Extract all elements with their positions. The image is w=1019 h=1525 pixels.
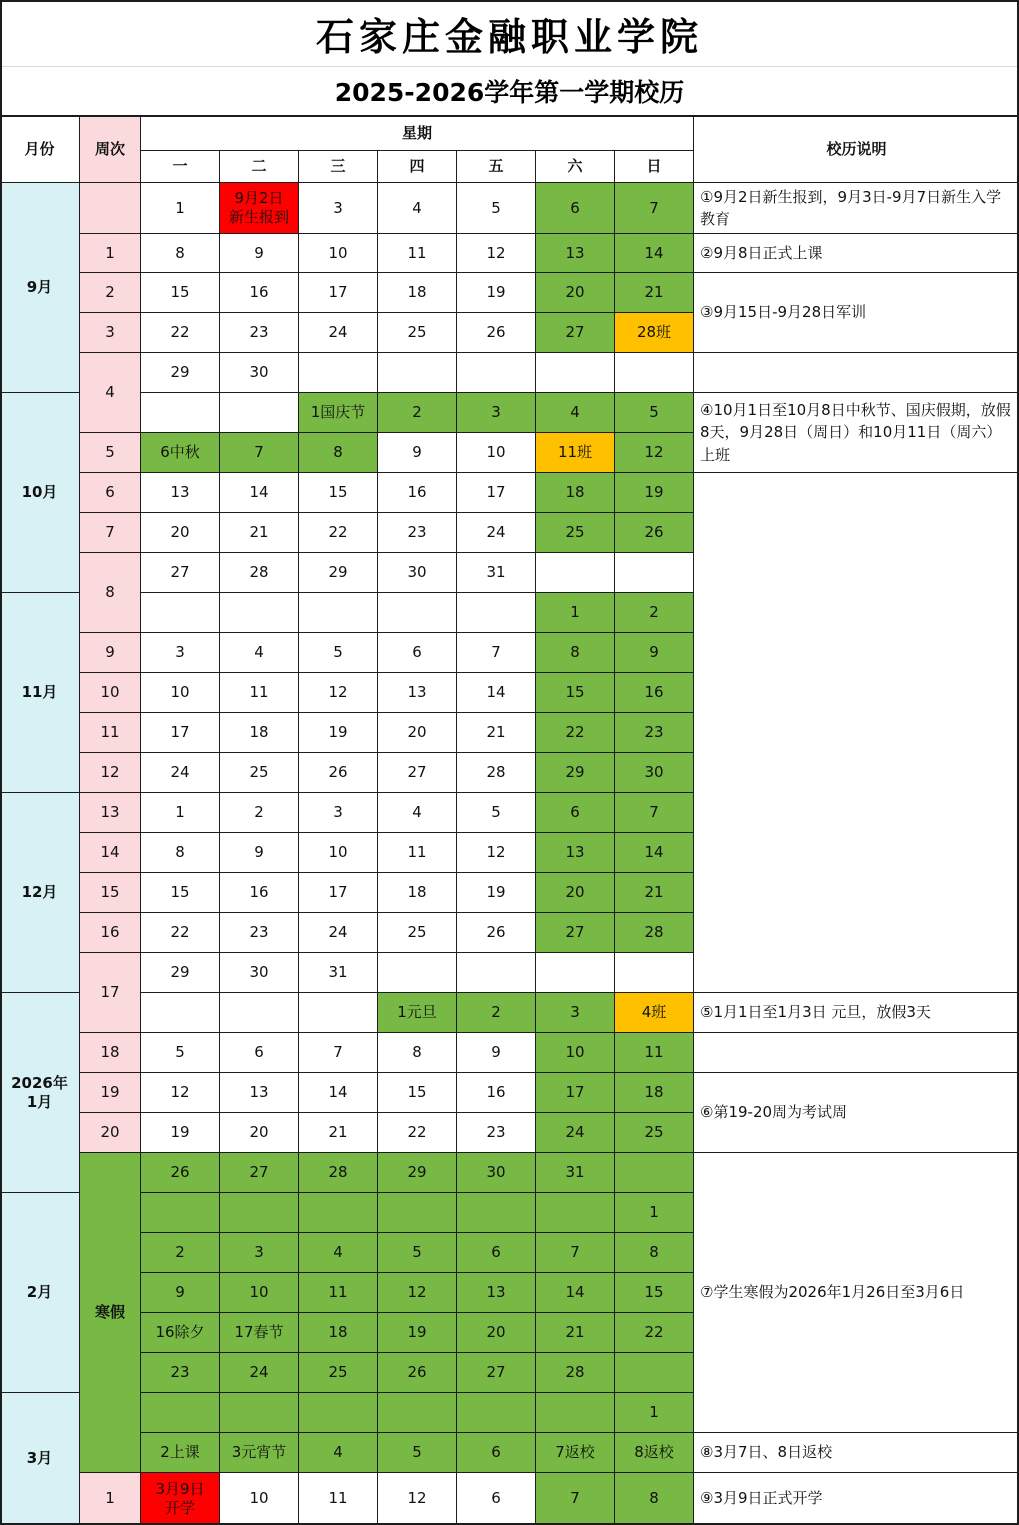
day-cell: 28 [220,553,299,593]
day-cell: 17 [141,713,220,753]
day-cell: 12 [299,673,378,713]
day-cell [457,953,536,993]
day-cell: 9 [378,433,457,473]
calendar-note [694,1433,1019,1473]
day-cell: 17 [457,473,536,513]
day-cell: 30 [220,953,299,993]
day-cell [457,1393,536,1433]
day-cell: 5 [615,393,694,433]
day-cell: 28 [536,1353,615,1393]
week-number-cell: 8 [80,553,141,633]
day-cell: 19 [457,873,536,913]
week-number-cell: 15 [80,873,141,913]
day-cell: 1 [141,793,220,833]
day-cell: 12 [378,1273,457,1313]
day-cell: 21 [457,713,536,753]
day-cell: 27 [536,313,615,353]
calendar-note-text: ②9月8日正式上课 [700,243,823,262]
day-cell: 8 [299,433,378,473]
day-cell: 13 [457,1273,536,1313]
day-cell: 29 [299,553,378,593]
day-cell: 31 [457,553,536,593]
day-cell: 6 [536,793,615,833]
day-cell [536,353,615,393]
day-cell [457,593,536,633]
day-cell: 22 [299,513,378,553]
day-cell: 20 [141,513,220,553]
weekday-header-cell: 一 [141,151,220,183]
day-cell: 20 [457,1313,536,1353]
day-cell: 3 [536,993,615,1033]
day-cell [536,953,615,993]
day-cell: 15 [141,273,220,313]
day-cell: 10 [299,833,378,873]
day-cell: 11 [378,234,457,273]
day-cell: 4 [220,633,299,673]
day-cell: 16 [220,873,299,913]
week-number-cell: 14 [80,833,141,873]
week-header: 周次 [80,117,141,183]
day-cell: 16 [220,273,299,313]
day-cell: 4 [378,793,457,833]
calendar-note [694,353,1019,393]
day-cell: 15 [299,473,378,513]
day-cell: 27 [536,913,615,953]
day-cell [220,993,299,1033]
day-cell: 4班 [615,993,694,1033]
day-cell: 9月2日 新生报到 [220,183,299,234]
day-cell: 1 [615,1393,694,1433]
day-cell: 29 [378,1153,457,1193]
day-cell: 24 [299,313,378,353]
calendar-note [694,1473,1019,1525]
day-cell: 25 [299,1353,378,1393]
calendar-note-text: ⑥第19-20周为考试周 [700,1103,848,1122]
day-cell: 20 [378,713,457,753]
week-number-cell: 13 [80,793,141,833]
day-cell: 10 [299,234,378,273]
day-cell: 1国庆节 [299,393,378,433]
month-cell: 12月 [0,793,80,993]
day-cell: 13 [536,234,615,273]
day-cell: 11 [615,1033,694,1073]
day-cell: 5 [378,1233,457,1273]
day-cell [536,553,615,593]
day-cell: 18 [615,1073,694,1113]
day-cell: 1 [536,593,615,633]
day-cell [378,1193,457,1233]
day-cell: 20 [220,1113,299,1153]
day-cell: 29 [141,353,220,393]
day-cell: 23 [457,1113,536,1153]
day-cell: 26 [378,1353,457,1393]
day-cell: 30 [220,353,299,393]
day-cell: 8 [536,633,615,673]
weekday-header-cell: 五 [457,151,536,183]
day-cell: 10 [220,1473,299,1525]
calendar-note [694,1153,1019,1433]
day-cell [141,993,220,1033]
day-cell: 12 [615,433,694,473]
day-cell: 19 [141,1113,220,1153]
calendar-note-text: ①9月2日新生报到，9月3日-9月7日新生入学教育 [700,187,1002,228]
day-cell: 1 [141,183,220,234]
day-cell: 25 [536,513,615,553]
calendar-note-text: ④10月1日至10月8日中秋节、国庆假期，放假8天，9月28日（周日）和10月11日（周六）上班 [700,400,1011,464]
week-number-cell: 17 [80,953,141,1033]
week-number-cell: 6 [80,473,141,513]
day-cell [141,1393,220,1433]
day-cell: 13 [141,473,220,513]
day-cell: 2 [615,593,694,633]
day-cell: 9 [457,1033,536,1073]
week-number-cell: 12 [80,753,141,793]
day-cell: 17 [299,273,378,313]
day-cell: 4 [536,393,615,433]
day-cell [299,353,378,393]
day-cell: 15 [615,1273,694,1313]
calendar-title: 2025-2026学年第一学期校历 [0,67,1019,117]
calendar-note-text: ⑤1月1日至1月3日 元旦，放假3天 [700,1003,931,1022]
day-cell: 3 [299,183,378,234]
day-cell: 6 [536,183,615,234]
day-cell: 27 [378,753,457,793]
day-cell: 18 [536,473,615,513]
day-cell: 30 [457,1153,536,1193]
week-number-cell [80,183,141,234]
day-cell: 15 [378,1073,457,1113]
day-cell [378,353,457,393]
month-header: 月份 [0,117,80,183]
day-cell: 8 [615,1473,694,1525]
day-cell: 22 [141,913,220,953]
day-cell: 8 [615,1233,694,1273]
calendar-note [694,183,1019,234]
day-cell [141,393,220,433]
day-cell: 22 [536,713,615,753]
day-cell [220,1393,299,1433]
day-cell: 9 [615,633,694,673]
day-cell: 7 [299,1033,378,1073]
day-cell: 16 [378,473,457,513]
day-cell: 18 [299,1313,378,1353]
day-cell [299,1193,378,1233]
day-cell: 24 [457,513,536,553]
day-cell [141,593,220,633]
day-cell: 30 [378,553,457,593]
day-cell: 16除夕 [141,1313,220,1353]
day-cell: 19 [457,273,536,313]
day-cell: 12 [378,1473,457,1525]
day-cell: 2 [141,1233,220,1273]
week-number-cell: 1 [80,1473,141,1525]
day-cell: 6 [457,1433,536,1473]
calendar-note [694,234,1019,273]
day-cell: 6 [457,1233,536,1273]
day-cell: 26 [141,1153,220,1193]
day-cell [220,593,299,633]
school-name: 石家庄金融职业学院 [0,0,1019,67]
day-cell: 15 [536,673,615,713]
day-cell: 21 [299,1113,378,1153]
day-cell: 19 [299,713,378,753]
day-cell: 17春节 [220,1313,299,1353]
day-cell: 1 [615,1193,694,1233]
day-cell: 14 [457,673,536,713]
day-cell: 28 [299,1153,378,1193]
day-cell: 9 [141,1273,220,1313]
day-cell [615,1153,694,1193]
day-cell: 6中秋 [141,433,220,473]
day-cell: 7 [615,793,694,833]
day-cell: 18 [220,713,299,753]
weekday-header-cell: 六 [536,151,615,183]
day-cell [457,1193,536,1233]
day-cell: 2 [457,993,536,1033]
day-cell: 30 [615,753,694,793]
day-cell: 23 [220,913,299,953]
weekday-header-cell: 四 [378,151,457,183]
day-cell: 4 [299,1433,378,1473]
day-cell: 11班 [536,433,615,473]
day-cell: 19 [615,473,694,513]
day-cell: 22 [141,313,220,353]
day-cell: 8 [378,1033,457,1073]
day-cell: 4 [378,183,457,234]
day-cell: 26 [299,753,378,793]
week-number-cell: 10 [80,673,141,713]
day-cell: 9 [220,234,299,273]
day-cell: 24 [141,753,220,793]
day-cell: 7 [220,433,299,473]
day-cell: 14 [615,833,694,873]
day-cell: 5 [457,793,536,833]
day-cell: 26 [615,513,694,553]
week-number-cell: 4 [80,353,141,433]
day-cell: 23 [378,513,457,553]
day-cell: 25 [378,913,457,953]
day-cell: 28 [615,913,694,953]
day-cell: 3元宵节 [220,1433,299,1473]
day-cell: 18 [378,873,457,913]
calendar-note [694,1033,1019,1073]
day-cell: 23 [615,713,694,753]
day-cell: 14 [299,1073,378,1113]
day-cell: 2上课 [141,1433,220,1473]
day-cell: 2 [220,793,299,833]
day-cell [378,953,457,993]
day-cell: 7 [536,1233,615,1273]
day-cell: 16 [457,1073,536,1113]
day-cell: 13 [378,673,457,713]
day-cell: 4 [299,1233,378,1273]
day-cell: 18 [378,273,457,313]
calendar-note-text: ⑦学生寒假为2026年1月26日至3月6日 [700,1283,965,1302]
day-cell [220,1193,299,1233]
day-cell [299,593,378,633]
week-number-cell: 18 [80,1033,141,1073]
calendar-note-text: ⑧3月7日、8日返校 [700,1443,833,1462]
day-cell: 7返校 [536,1433,615,1473]
day-cell [615,353,694,393]
notes-header: 校历说明 [694,117,1019,183]
day-cell: 3 [220,1233,299,1273]
day-cell: 11 [220,673,299,713]
day-cell: 3月9日 开学 [141,1473,220,1525]
day-cell: 12 [457,833,536,873]
day-cell: 13 [536,833,615,873]
day-cell: 26 [457,313,536,353]
day-cell: 12 [141,1073,220,1113]
day-cell [457,353,536,393]
day-cell [299,993,378,1033]
day-cell [536,1193,615,1233]
day-cell: 10 [457,433,536,473]
day-cell: 24 [299,913,378,953]
day-cell [378,593,457,633]
day-cell: 25 [378,313,457,353]
week-number-cell: 20 [80,1113,141,1153]
calendar-note [694,273,1019,353]
week-number-cell: 19 [80,1073,141,1113]
calendar-note-text: ⑨3月9日正式开学 [700,1489,823,1508]
month-cell: 2026年 1月 [0,993,80,1193]
calendar-note [694,1073,1019,1153]
day-cell: 1元旦 [378,993,457,1033]
day-cell [615,1353,694,1393]
day-cell: 12 [457,234,536,273]
day-cell: 31 [536,1153,615,1193]
day-cell: 21 [536,1313,615,1353]
month-cell: 11月 [0,593,80,793]
week-number-cell: 16 [80,913,141,953]
day-cell: 22 [615,1313,694,1353]
weekday-header-cell: 二 [220,151,299,183]
day-cell: 6 [220,1033,299,1073]
day-cell: 28班 [615,313,694,353]
calendar-note-text: ③9月15日-9月28日军训 [700,303,867,322]
day-cell: 14 [536,1273,615,1313]
day-cell: 25 [220,753,299,793]
day-cell: 27 [457,1353,536,1393]
day-cell: 6 [378,633,457,673]
month-cell: 3月 [0,1393,80,1525]
day-cell: 8 [141,234,220,273]
day-cell: 8 [141,833,220,873]
day-cell: 28 [457,753,536,793]
day-cell: 23 [141,1353,220,1393]
day-cell: 7 [615,183,694,234]
day-cell: 26 [457,913,536,953]
day-cell: 3 [141,633,220,673]
day-cell: 14 [615,234,694,273]
week-number-cell: 1 [80,234,141,273]
month-cell: 10月 [0,393,80,593]
day-cell: 17 [536,1073,615,1113]
day-cell: 23 [220,313,299,353]
day-cell: 11 [378,833,457,873]
day-cell: 6 [457,1473,536,1525]
day-cell: 9 [220,833,299,873]
day-cell [299,1393,378,1433]
day-cell [615,553,694,593]
day-cell: 10 [220,1273,299,1313]
day-cell: 19 [378,1313,457,1353]
day-cell [141,1193,220,1233]
day-cell [536,1393,615,1433]
day-cell: 27 [141,553,220,593]
day-cell: 21 [615,273,694,313]
day-cell: 11 [299,1273,378,1313]
calendar-note [694,993,1019,1033]
day-cell: 8返校 [615,1433,694,1473]
week-number-cell: 7 [80,513,141,553]
day-cell: 10 [536,1033,615,1073]
day-cell: 7 [457,633,536,673]
day-cell: 31 [299,953,378,993]
day-cell: 20 [536,873,615,913]
day-cell: 27 [220,1153,299,1193]
month-cell: 2月 [0,1193,80,1393]
week-number-cell: 5 [80,433,141,473]
calendar-note [694,393,1019,473]
weekday-group-header: 星期 [141,117,694,151]
day-cell: 24 [220,1353,299,1393]
day-cell: 11 [299,1473,378,1525]
day-cell: 5 [299,633,378,673]
day-cell: 7 [536,1473,615,1525]
day-cell [220,393,299,433]
week-number-cell: 9 [80,633,141,673]
day-cell: 17 [299,873,378,913]
week-number-cell: 寒假 [80,1153,141,1473]
day-cell: 5 [457,183,536,234]
weekday-header-cell: 三 [299,151,378,183]
day-cell: 25 [615,1113,694,1153]
weekday-header-cell: 日 [615,151,694,183]
day-cell: 29 [141,953,220,993]
week-number-cell: 3 [80,313,141,353]
day-cell: 16 [615,673,694,713]
day-cell: 3 [457,393,536,433]
day-cell [615,953,694,993]
day-cell: 5 [378,1433,457,1473]
day-cell: 15 [141,873,220,913]
day-cell: 2 [378,393,457,433]
day-cell [378,1393,457,1433]
day-cell: 29 [536,753,615,793]
week-number-cell: 11 [80,713,141,753]
day-cell: 3 [299,793,378,833]
day-cell: 13 [220,1073,299,1113]
day-cell: 20 [536,273,615,313]
day-cell: 21 [220,513,299,553]
day-cell: 10 [141,673,220,713]
day-cell: 5 [141,1033,220,1073]
day-cell: 14 [220,473,299,513]
week-number-cell: 2 [80,273,141,313]
day-cell: 24 [536,1113,615,1153]
month-cell: 9月 [0,183,80,393]
calendar-note [694,473,1019,993]
day-cell: 21 [615,873,694,913]
day-cell: 22 [378,1113,457,1153]
